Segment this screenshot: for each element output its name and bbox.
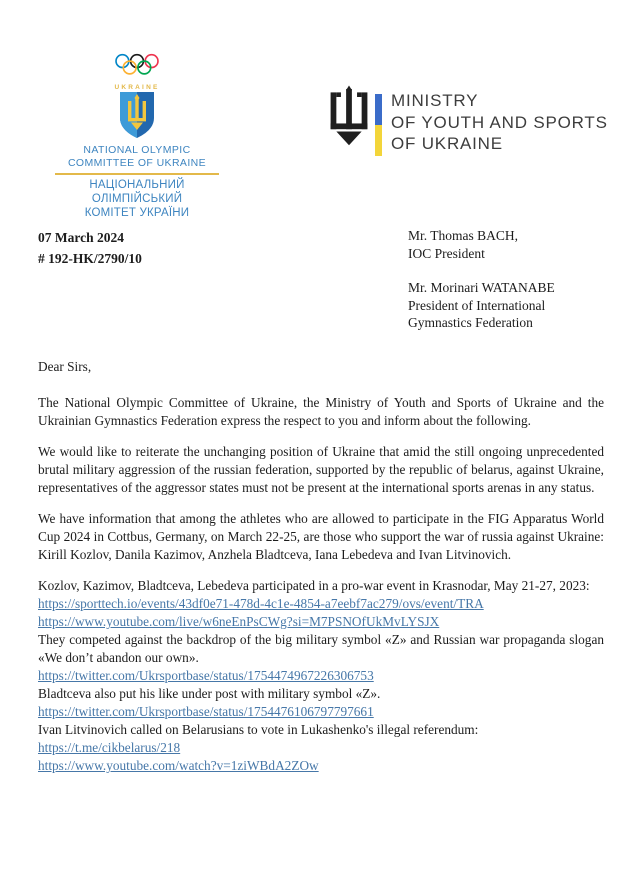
paragraph-krasnodar-event: Kozlov, Kazimov, Bladtceva, Lebedeva participated in a pro-war event in Krasnodar, May 21-27, 2023: (38, 578, 590, 593)
letter-body (38, 358, 604, 775)
noc-name-en-line2: COMMITTEE OF UKRAINE (67, 157, 207, 169)
paragraph-bladtceva-like: Bladtceva also put his like under post with military symbol «Z». (38, 686, 381, 701)
salutation: Dear Sirs, (38, 359, 92, 374)
letter-date: 07 March 2024 (38, 230, 124, 245)
olympic-rings-icon (113, 52, 161, 83)
link-youtube-watch[interactable]: https://www.youtube.com/watch?v=1ziWBdA2ZOw (38, 758, 319, 773)
paragraph-position: We would like to reiterate the unchanging position of Ukraine that amid the still ongoing unprecedented brutal military aggression of the russian federation, supported by the republic of belarus, against Ukraine, representatives of the aggressor states must not be present at the international sports arenas in any status. (38, 444, 604, 495)
recipient-watanabe-title-line2: Gymnastics Federation (408, 315, 533, 330)
flag-yellow-segment (375, 125, 382, 156)
recipient-bach (408, 227, 555, 262)
ukraine-flag-bar (375, 94, 382, 156)
noc-name-ua (47, 178, 227, 220)
recipient-watanabe-title-line1: President of International (408, 297, 546, 313)
flag-blue-segment (375, 94, 382, 125)
paragraph-litvinovich: Ivan Litvinovich called on Belarusians to vote in Lukashenko's illegal referendum: (38, 722, 479, 737)
noc-name-en (47, 144, 227, 170)
recipient-bach-name: Mr. Thomas BACH, (408, 228, 519, 243)
noc-divider (55, 173, 219, 175)
link-twitter-2[interactable]: https://twitter.com/Ukrsportbase/status/1754476106797797661 (38, 704, 374, 719)
link-telegram[interactable]: https://t.me/cikbelarus/218 (38, 740, 181, 755)
ministry-name-line1: MINISTRY (391, 91, 479, 110)
letter-meta (38, 227, 142, 269)
noc-name-ua-line2: КОМІТЕТ УКРАЇНИ (84, 207, 190, 219)
noc-name-en-line1: NATIONAL OLYMPIC (83, 144, 191, 156)
link-twitter-1[interactable]: https://twitter.com/Ukrsportbase/status/1754474967226306753 (38, 668, 374, 683)
link-sporttech-event[interactable]: https://sporttech.io/events/43df0e71-478d-4c1e-4854-a7eebf7ac279/ovs/event/TRA (38, 596, 484, 611)
recipient-watanabe-name: Mr. Morinari WATANABE (408, 280, 555, 295)
recipient-watanabe (408, 279, 555, 332)
noc-ukraine-label: UKRAINE (114, 84, 160, 91)
paragraph-athletes: We have information that among the athletes who are allowed to participate in the FIG Apparatus World Cup 2024 in Cottbus, Germany, on March 22-25, are those who support the war of russia against Ukraine: Kirill Kozlov, Danila Kazimov, Anzhela Bladtceva, Iana Lebedeva and Ivan Litvinovich. (38, 511, 604, 562)
recipients (408, 227, 555, 332)
noc-shield-trident-icon (119, 91, 155, 139)
paragraph-intro: The National Olympic Committee of Ukraine, the Ministry of Youth and Sports of Ukraine and the Ukrainian Gymnastics Federation express the respect to you and inform about the following. (38, 395, 604, 428)
ministry-logo (326, 84, 608, 156)
ministry-name (391, 90, 608, 155)
noc-name-ua-line1: НАЦІОНАЛЬНИЙ ОЛІМПІЙСЬКИЙ (89, 179, 185, 205)
ministry-name-line3: OF UKRAINE (391, 134, 503, 153)
noc-logo (47, 52, 227, 220)
ministry-name-line2: OF YOUTH AND SPORTS (391, 112, 608, 132)
link-youtube-live[interactable]: https://www.youtube.com/live/w6neEnPsCWg?si=M7PSNOfUkMvLYSJX (38, 614, 440, 629)
paragraph-z-symbol: They competed against the backdrop of the big military symbol «Z» and Russian war propaganda slogan «We don’t abandon our own». (38, 632, 604, 665)
evidence-block (38, 577, 604, 775)
recipient-bach-title: IOC President (408, 245, 485, 261)
ministry-trident-icon (326, 84, 372, 156)
letter-reference: # 192-HK/2790/10 (38, 251, 142, 266)
